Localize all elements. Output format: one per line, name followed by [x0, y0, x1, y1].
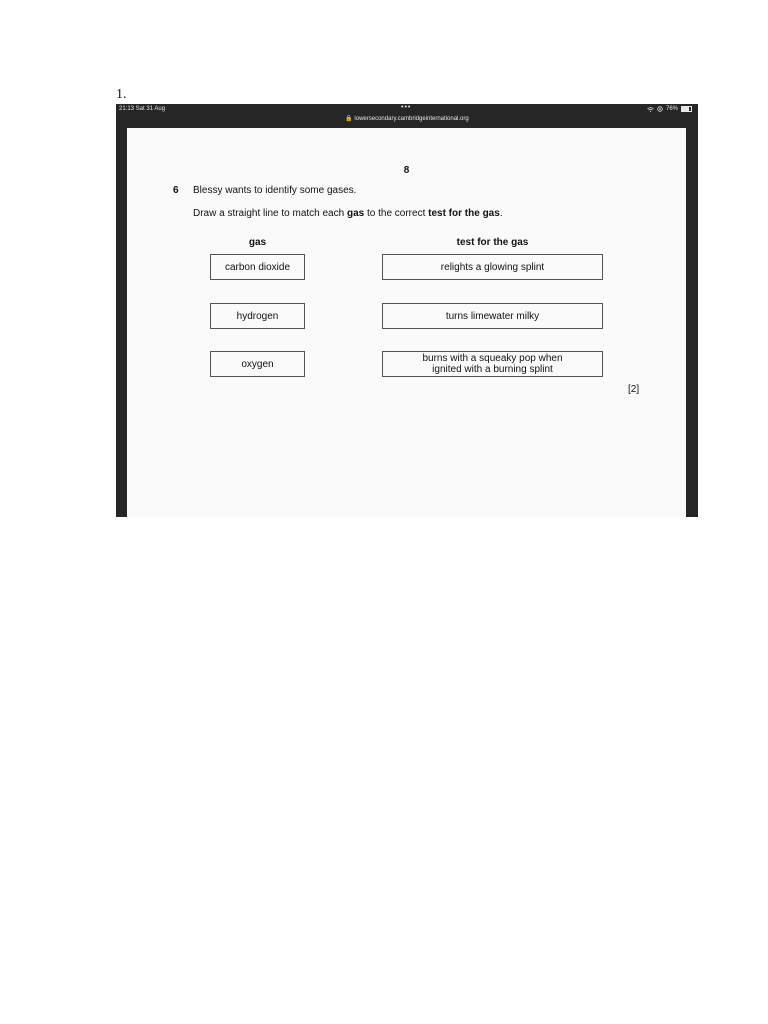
battery-level [682, 107, 689, 111]
test-box-glowing-splint: relights a glowing splint [382, 254, 603, 280]
instruction-part: to the correct [364, 208, 429, 219]
test-box-limewater: turns limewater milky [382, 303, 603, 329]
gas-column-header: gas [248, 237, 267, 248]
instruction-part: Draw a straight line to match each [193, 208, 347, 219]
ios-status-bar [116, 104, 698, 128]
exam-page [127, 128, 686, 517]
gas-box-oxygen: oxygen [210, 351, 305, 377]
instruction-text [193, 208, 503, 219]
multitask-dots-icon: ••• [401, 104, 412, 111]
test-column-header: test for the gas [456, 237, 529, 248]
status-indicators [647, 106, 692, 112]
page-number: 8 [403, 165, 410, 176]
wifi-icon [647, 107, 654, 112]
marks-allocation: [2] [628, 384, 640, 395]
instruction-part: . [499, 208, 503, 219]
list-number: 1. [116, 87, 127, 102]
status-time-date: 21:13 Sat 31 Aug [119, 106, 166, 112]
test-box-squeaky-pop: burns with a squeaky pop when ignited with a burning splint [382, 351, 603, 377]
instruction-keyword-gas: gas [346, 208, 365, 219]
battery-percent: 76% [665, 106, 678, 112]
gas-box-hydrogen: hydrogen [210, 303, 305, 329]
address-url: 🔒 lowersecondary.cambridgeinternational.org [345, 116, 469, 122]
instruction-keyword-test: test for the gas [428, 208, 500, 219]
embedded-screenshot [116, 104, 698, 517]
question-text: Blessy wants to identify some gases. [193, 185, 357, 196]
gas-box-carbon-dioxide: carbon dioxide [210, 254, 305, 280]
question-number: 6 [173, 185, 179, 196]
battery-icon [681, 106, 692, 112]
orientation-lock-icon [657, 106, 663, 112]
